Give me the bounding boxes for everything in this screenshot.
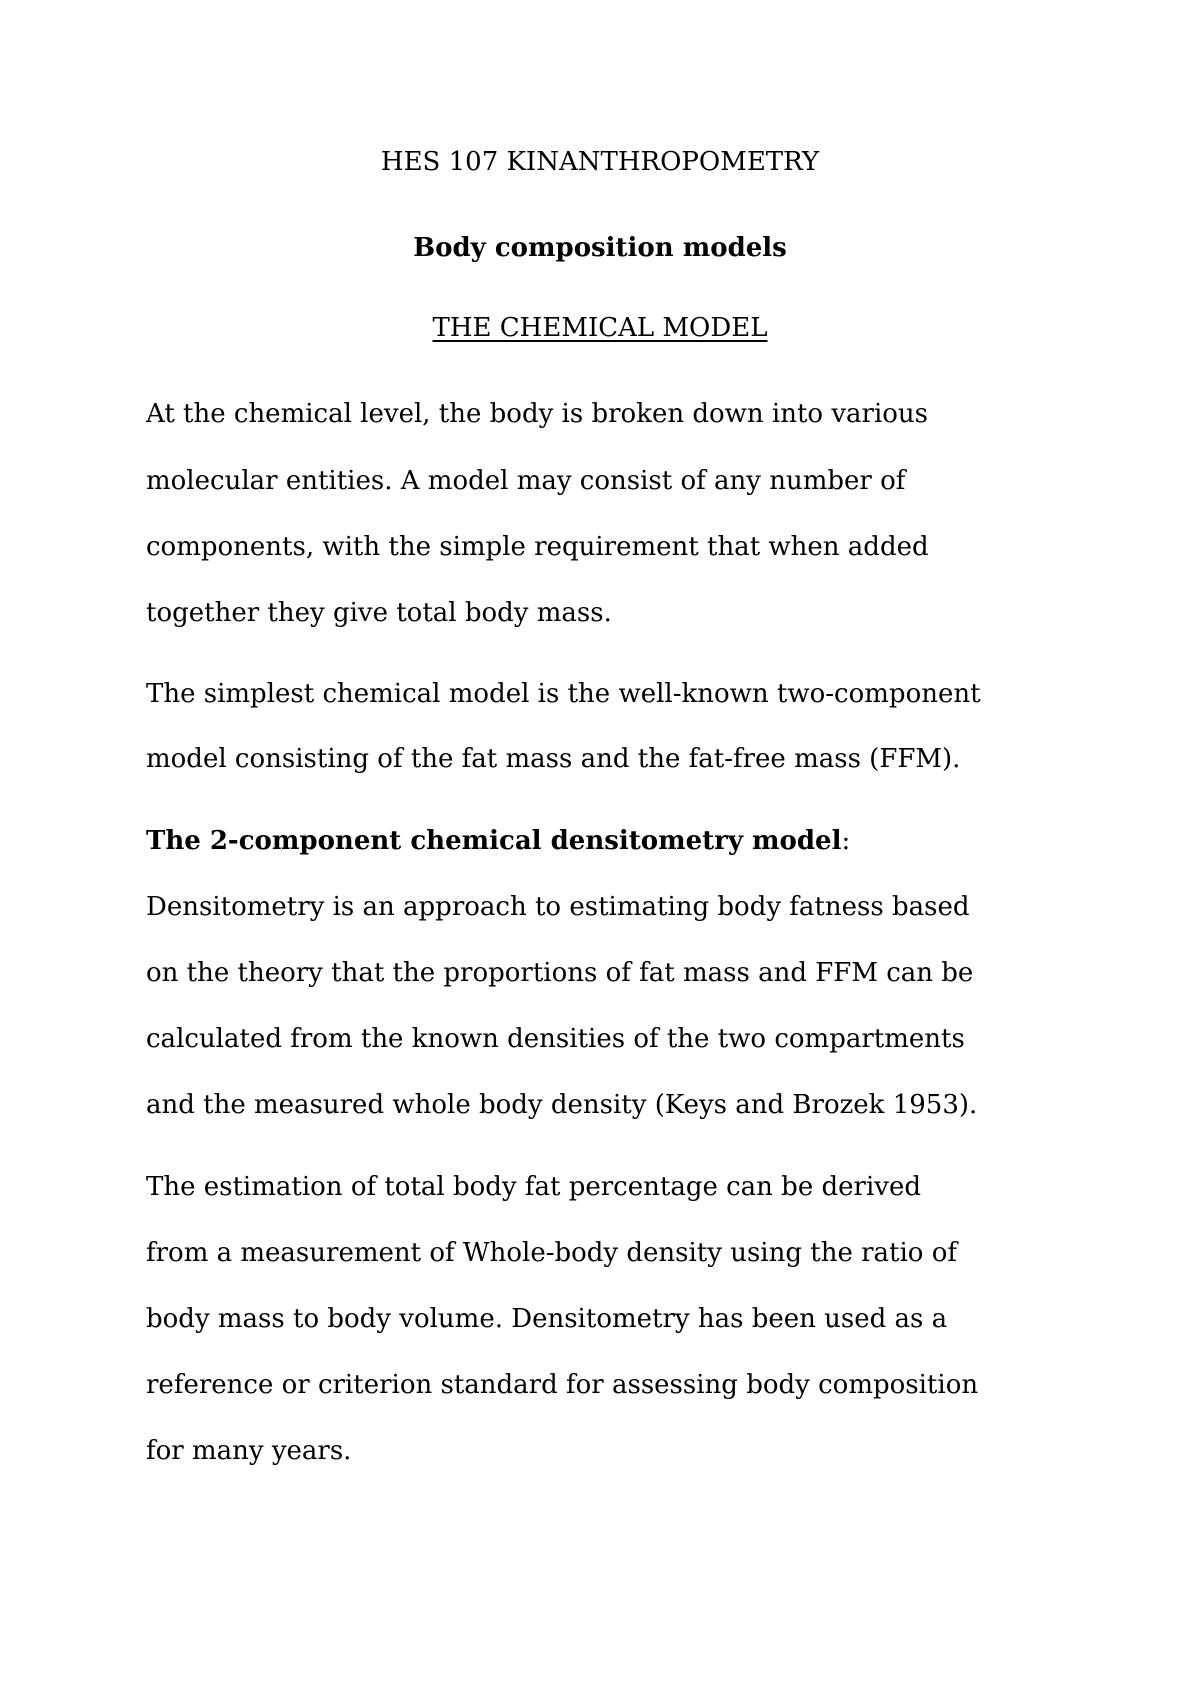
paragraph-line: body mass to body volume. Densitometry has been used as a	[146, 1304, 948, 1334]
paragraph-line: on the theory that the proportions of fat mass and FFM can be	[146, 958, 974, 988]
paragraph-line: together they give total body mass.	[146, 598, 612, 628]
paragraph-line: The simplest chemical model is the well-known two-component	[146, 679, 981, 709]
subheading-colon: :	[841, 826, 851, 856]
paragraph-line: reference or criterion standard for assessing body composition	[146, 1370, 979, 1400]
paragraph-line: and the measured whole body density (Keys and Brozek 1953).	[146, 1090, 978, 1120]
paragraph-line: components, with the simple requirement that when added	[146, 532, 929, 562]
paragraph-line: model consisting of the fat mass and the fat-free mass (FFM).	[146, 744, 961, 774]
subheading	[146, 825, 850, 857]
paragraph-line: At the chemical level, the body is broken down into various	[146, 399, 929, 429]
subheading-bold-text: The 2-component chemical densitometry model	[146, 826, 842, 856]
document-subtitle: Body composition models	[413, 233, 787, 263]
paragraph-line: for many years.	[146, 1436, 352, 1466]
paragraph-line: from a measurement of Whole-body density using the ratio of	[146, 1238, 958, 1268]
section-heading-text: THE CHEMICAL MODEL	[432, 313, 768, 343]
paragraph-line: The estimation of total body fat percentage can be derived	[146, 1172, 921, 1202]
paragraph-line: Densitometry is an approach to estimating body fatness based	[146, 892, 970, 922]
section-heading	[0, 312, 1200, 344]
paragraph-line: molecular entities. A model may consist of any number of	[146, 466, 906, 496]
course-title: HES 107 KINANTHROPOMETRY	[380, 147, 820, 177]
paragraph-line: calculated from the known densities of the two compartments	[146, 1024, 965, 1054]
